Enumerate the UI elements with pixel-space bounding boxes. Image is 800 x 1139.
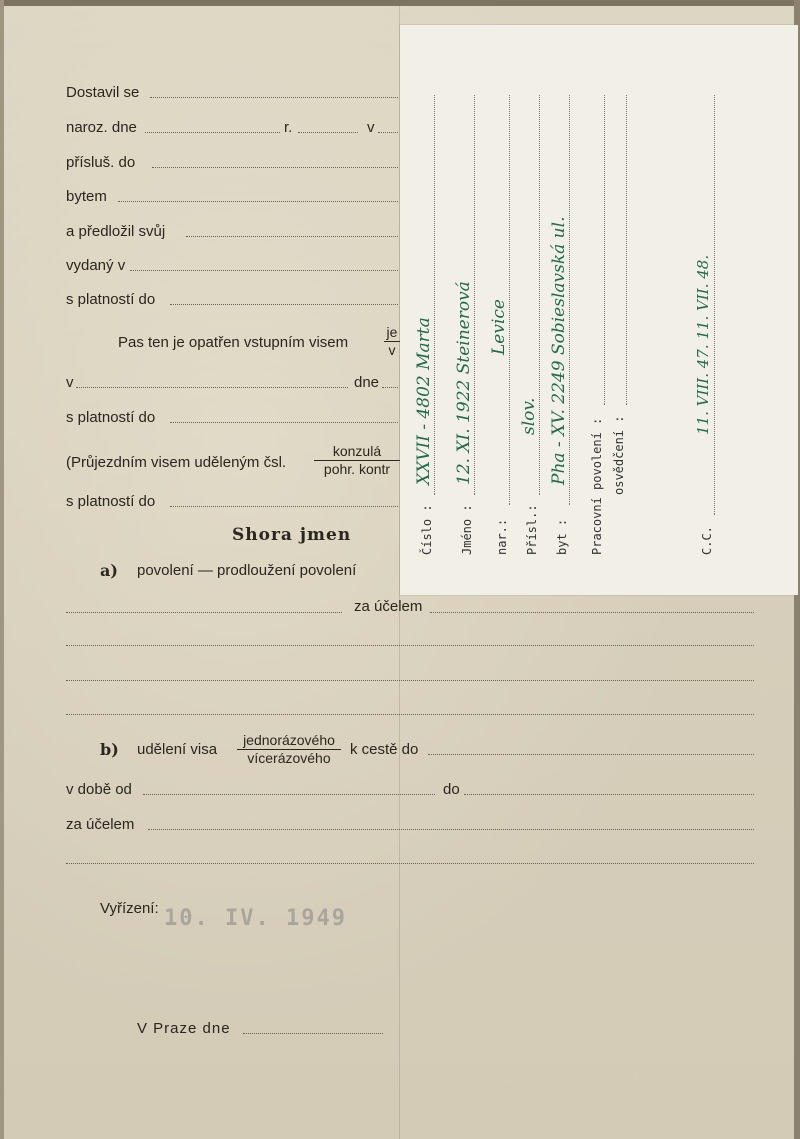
- label-a-letter: a): [100, 561, 118, 580]
- card-key-osvedceni: osvědčení :: [612, 415, 626, 495]
- label-a-povoleni: povolení — prodloužení povolení: [137, 562, 357, 579]
- label-za-ucelem-2: za účelem: [66, 816, 135, 833]
- field-misto-narozeni[interactable]: [378, 132, 398, 133]
- fraction-vstupni-num: je: [384, 324, 400, 342]
- card-value-jmeno: 12. XI. 1922 Steinerová: [454, 281, 474, 485]
- card-row-prisl: [519, 65, 547, 555]
- field-b-line2[interactable]: [66, 863, 754, 864]
- fraction-vstupni-den: v: [388, 342, 396, 358]
- field-a-line2[interactable]: [66, 645, 754, 646]
- label-v-dobe-od: v době od: [66, 781, 132, 798]
- card-key-byt: byt :: [555, 518, 569, 555]
- fraction-visa: [237, 732, 341, 767]
- field-k-ceste-do[interactable]: [428, 754, 754, 755]
- field-prislus[interactable]: [152, 167, 398, 168]
- label-naroz-dne: naroz. dne: [66, 119, 137, 136]
- card-row-pracovni: [590, 65, 612, 555]
- card-row-byt: [549, 65, 577, 555]
- fraction-visa-num: jednorázového: [237, 732, 341, 750]
- fraction-visa-den: vícerázového: [247, 750, 331, 766]
- field-v2[interactable]: [76, 387, 348, 388]
- card-row-cislo: [414, 65, 442, 555]
- card-key-prisl: Přísl.:: [525, 504, 539, 555]
- label-pas-opatren: Pas ten je opatřen vstupním visem: [118, 334, 349, 351]
- card-value-nar: Levice: [489, 299, 509, 355]
- field-za-ucelem-2[interactable]: [148, 829, 754, 830]
- label-v2: v: [66, 374, 74, 391]
- card-line-osvedceni: [626, 95, 627, 405]
- fraction-vstupni: [384, 324, 400, 359]
- fraction-konzulat-den: pohr. kontr: [323, 461, 391, 477]
- card-key-nar: nar.:: [495, 518, 509, 555]
- card-value-prisl: slov.: [519, 397, 539, 435]
- field-a-line4[interactable]: [66, 714, 754, 715]
- card-line-cc: [714, 95, 715, 515]
- field-s-platnosti-do-3[interactable]: [170, 506, 398, 507]
- field-naroz-dne[interactable]: [145, 132, 280, 133]
- field-a-line3[interactable]: [66, 680, 754, 681]
- label-b-letter: b): [100, 740, 119, 759]
- card-value-byt: Pha - XV. 2249 Sobieslavská ul.: [549, 216, 569, 485]
- label-v-praze-dne: V Praze dne: [137, 1020, 231, 1037]
- field-v-praze-dne[interactable]: [243, 1033, 383, 1034]
- field-a-line1[interactable]: [66, 612, 342, 613]
- attached-index-card: [400, 25, 798, 595]
- field-bytem[interactable]: [118, 201, 398, 202]
- card-line-pracovni: [604, 95, 605, 405]
- card-row-nar: [489, 65, 517, 555]
- label-vydany-v: vydaný v: [66, 257, 126, 274]
- card-row-jmeno: [454, 65, 482, 555]
- card-row-osvedceni: [612, 65, 634, 555]
- field-v-dobe-od[interactable]: [143, 794, 435, 795]
- card-key-pracovni: Pracovní povolení :: [590, 417, 604, 555]
- field-dostavil-se[interactable]: [150, 97, 398, 98]
- label-s-platnosti-do-2: s platností do: [66, 409, 156, 426]
- label-predlozil: a předložil svůj: [66, 223, 166, 240]
- label-dne: dne: [354, 374, 380, 391]
- card-rotated-content: [400, 25, 798, 595]
- card-value-cc: 11. VIII. 47. 11. VII. 48.: [694, 254, 712, 435]
- field-rok[interactable]: [298, 132, 358, 133]
- label-prislus-do: přísluš. do: [66, 154, 136, 171]
- card-row-cc: [694, 65, 722, 555]
- page-edge-top: [0, 0, 800, 6]
- label-r: r.: [284, 119, 293, 136]
- field-s-platnosti-do-2[interactable]: [170, 422, 398, 423]
- label-s-platnosti-do-3: s platností do: [66, 493, 156, 510]
- field-za-ucelem[interactable]: [430, 612, 754, 613]
- field-predlozil[interactable]: [186, 236, 398, 237]
- card-key-jmeno: Jméno :: [460, 504, 474, 555]
- date-stamp: 10. IV. 1949: [164, 906, 347, 931]
- label-dostavil-se: Dostavil se: [66, 84, 140, 101]
- label-s-platnosti-do: s platností do: [66, 291, 156, 308]
- label-do: do: [443, 781, 460, 798]
- field-s-platnosti-do[interactable]: [170, 304, 398, 305]
- card-line-nar: [509, 95, 510, 505]
- field-vydany-v[interactable]: [130, 270, 398, 271]
- card-line-byt: [569, 95, 570, 505]
- fraction-konzulat: [314, 443, 400, 478]
- label-vyrizeni: Vyřízení:: [100, 900, 159, 917]
- label-za-ucelem: za účelem: [354, 598, 423, 615]
- card-line-prisl: [539, 95, 540, 495]
- field-dne[interactable]: [382, 387, 398, 388]
- label-k-ceste-do: k cestě do: [350, 741, 419, 758]
- field-do[interactable]: [464, 794, 754, 795]
- label-b-udeleni: udělení visa: [137, 741, 218, 758]
- label-bytem: bytem: [66, 188, 107, 205]
- page-edge-left: [0, 0, 4, 1139]
- label-v: v: [367, 119, 375, 136]
- card-line-jmeno: [474, 95, 475, 495]
- card-key-cc: C.C.: [700, 526, 714, 555]
- label-prujezdnim: (Průjezdním visem uděleným čsl.: [66, 454, 287, 471]
- card-value-cislo: XXVII - 4802 Marta: [414, 317, 434, 485]
- section-heading: Shora jmen: [232, 525, 352, 545]
- card-line-cislo: [434, 95, 435, 495]
- card-key-cislo: Číslo :: [420, 504, 434, 555]
- fraction-konzulat-num: konzulá: [314, 443, 400, 461]
